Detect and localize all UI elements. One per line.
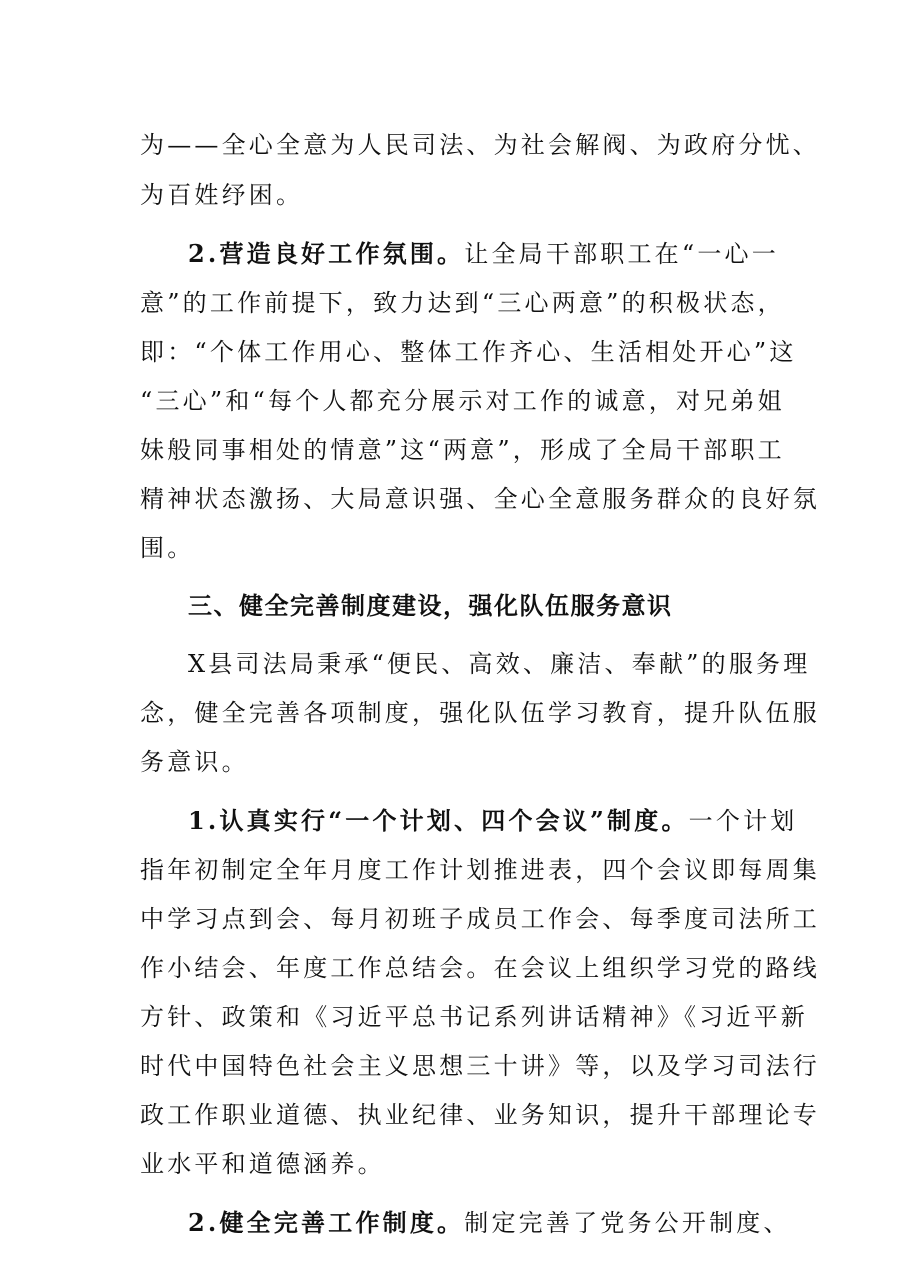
- paragraph-2-line-2: 意”的工作前提下，致力达到“三心两意”的积极状态，: [140, 289, 785, 317]
- paragraph-2-line-1: [188, 236, 779, 272]
- paragraph-2-lead: 2.营造良好工作氛围。: [188, 239, 465, 268]
- paragraph-5-line-1: [188, 1205, 791, 1241]
- paragraph-3-line-2: 念，健全完善各项制度，强化队伍学习教育，提升队伍服: [140, 699, 820, 727]
- paragraph-4-line-6: 时代中国特色社会主义思想三十讲》等，以及学习司法行: [140, 1052, 820, 1080]
- paragraph-4-line-3: 中学习点到会、每月初班子成员工作会、每季度司法所工: [140, 905, 820, 933]
- section-heading: 三、健全完善制度建设，强化队伍服务意识: [188, 592, 673, 620]
- paragraph-2-line-7: 围。: [140, 534, 195, 562]
- paragraph-2-line-4: “三心”和“每个人都充分展示对工作的诚意，对兄弟姐: [140, 387, 785, 415]
- paragraph-5-lead: 2.健全完善工作制度。: [188, 1208, 465, 1237]
- paragraph-4-line-5: 方针、政策和《习近平总书记系列讲话精神》《习近平新: [140, 1003, 808, 1031]
- paragraph-4-line-2: 指年初制定全年月度工作计划推进表，四个会议即每周集: [140, 856, 820, 884]
- paragraph-2-line-3: 即：“个体工作用心、整体工作齐心、生活相处开心”这: [140, 338, 797, 366]
- paragraph-4-line-4: 作小结会、年度工作总结会。在会议上组织学习党的路线: [140, 954, 820, 982]
- paragraph-4-line-1: [188, 803, 798, 839]
- paragraph-1-line-2: 为百姓纾困。: [140, 181, 304, 209]
- paragraph-2-line-5: 妹般同事相处的情意”这“两意”，形成了全局干部职工: [140, 436, 785, 464]
- paragraph-3-line-1: X县司法局秉承“便民、高效、廉洁、奉献”的服务理: [188, 650, 811, 678]
- paragraph-2-line-6: 精神状态激扬、大局意识强、全心全意服务群众的良好氛: [140, 485, 820, 513]
- paragraph-5-line-1-rest: 制定完善了党务公开制度、: [464, 1209, 791, 1237]
- paragraph-4-line-1-rest: 一个计划: [688, 807, 798, 835]
- paragraph-4-lead: 1.认真实行“一个计划、四个会议”制度。: [188, 806, 689, 835]
- paragraph-3-line-3: 务意识。: [140, 748, 249, 776]
- paragraph-1-line-1: 为——全心全意为人民司法、为社会解阀、为政府分忧、: [140, 131, 820, 159]
- paragraph-4-line-8: 业水平和道德涵养。: [140, 1150, 385, 1178]
- paragraph-2-line-1-rest: 让全局干部职工在“一心一: [464, 240, 779, 268]
- paragraph-4-line-7: 政工作职业道德、执业纪律、业务知识，提升干部理论专: [140, 1101, 820, 1129]
